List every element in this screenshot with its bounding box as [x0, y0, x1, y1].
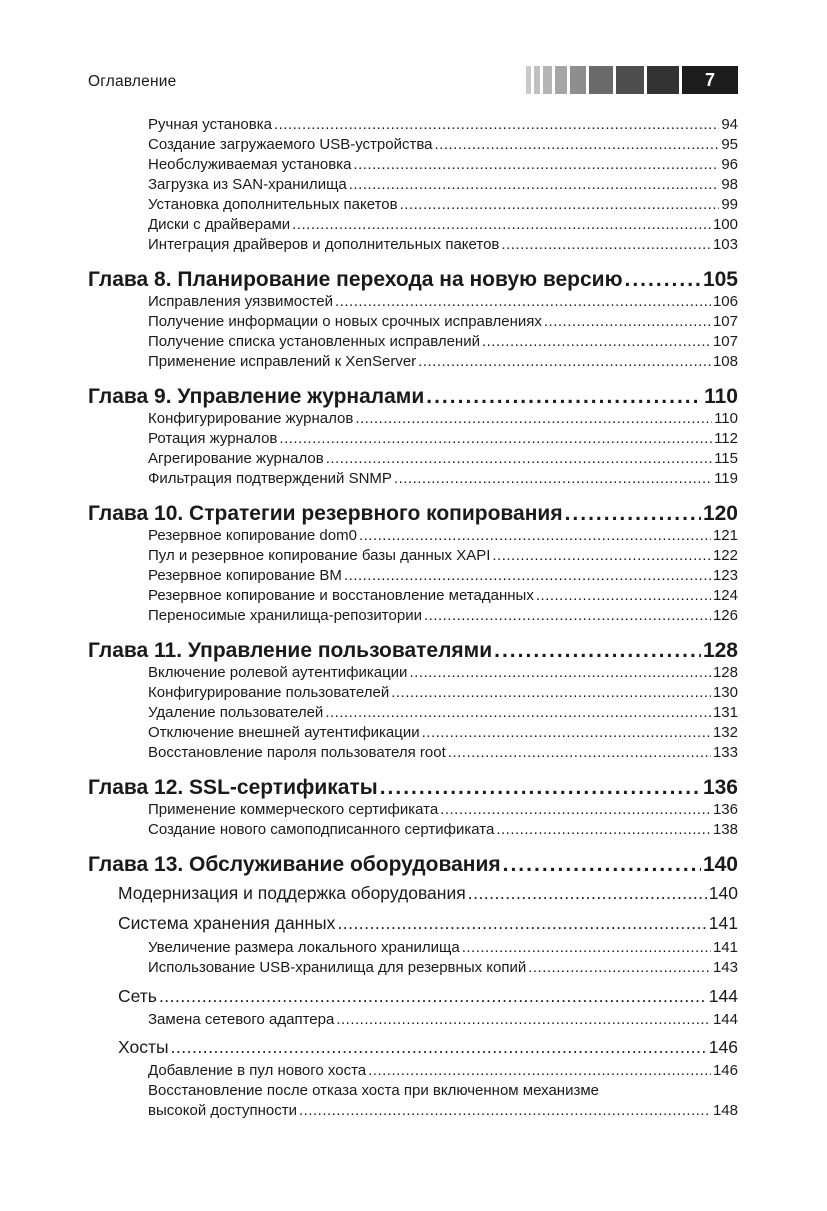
toc-entry[interactable]: Резервное копирование ВМ ..... 123: [148, 567, 738, 587]
toc-entry[interactable]: Резервное копирование и восстановление метаданных ..... 124: [148, 587, 738, 607]
toc-entry[interactable]: Ручная установка ..... 94: [148, 116, 738, 136]
toc-entry[interactable]: Восстановление пароля пользователя root ..... 133: [148, 744, 738, 764]
toc-entry[interactable]: Агрегирование журналов ..... 115: [148, 450, 738, 470]
toc-entry[interactable]: Включение ролевой аутентификации ..... 128: [148, 664, 738, 684]
toc-section[interactable]: Модернизация и поддержка оборудования ..... 140: [118, 883, 738, 907]
toc-chapter-13[interactable]: Глава 13. Обслуживание оборудования ..... 140: [88, 853, 738, 879]
toc-section[interactable]: Хосты ..... 146: [118, 1037, 738, 1061]
toc-entry[interactable]: Исправления уязвимостей ..... 106: [148, 293, 738, 313]
toc-entry[interactable]: Получение информации о новых срочных исправлениях ..... 107: [148, 313, 738, 333]
toc-entry[interactable]: Интеграция драйверов и дополнительных пакетов ..... 103: [148, 236, 738, 256]
toc-entry[interactable]: Создание загружаемого USB-устройства ..... 95: [148, 136, 738, 156]
toc-entry[interactable]: Применение исправлений к XenServer ..... 108: [148, 353, 738, 373]
page-number: 7: [682, 66, 738, 94]
toc-entry[interactable]: Удаление пользователей ..... 131: [148, 704, 738, 724]
toc-section[interactable]: Сеть ..... 144: [118, 986, 738, 1010]
running-header: [88, 66, 738, 94]
toc-entry[interactable]: Необслуживаемая установка ..... 96: [148, 156, 738, 176]
toc-entry[interactable]: Загрузка из SAN-хранилища ..... 98: [148, 176, 738, 196]
toc-entry[interactable]: Увеличение размера локального хранилища ..... 141: [148, 939, 738, 959]
toc-chapter-10[interactable]: Глава 10. Стратегии резервного копирования ..... 120: [88, 502, 738, 528]
toc-chapter-8[interactable]: Глава 8. Планирование перехода на новую версию ..... 105: [88, 268, 738, 294]
toc-entry-line-1[interactable]: Восстановление после отказа хоста при включенном механизме: [148, 1082, 599, 1099]
toc-entry[interactable]: Применение коммерческого сертификата ..... 136: [148, 801, 738, 821]
toc-entry[interactable]: Конфигурирование пользователей ..... 130: [148, 684, 738, 704]
toc-entry[interactable]: Пул и резервное копирование базы данных XAPI ..... 122: [148, 547, 738, 567]
toc-entry[interactable]: Резервное копирование dom0 ..... 121: [148, 527, 738, 547]
toc-entry[interactable]: Отключение внешней аутентификации ..... 132: [148, 724, 738, 744]
toc-chapter-11[interactable]: Глава 11. Управление пользователями ..... 128: [88, 639, 738, 665]
toc-entry[interactable]: Замена сетевого адаптера ..... 144: [148, 1011, 738, 1031]
toc-entry-line-2[interactable]: высокой доступности ..... 148: [148, 1102, 738, 1122]
toc-section[interactable]: Система хранения данных ..... 141: [118, 913, 738, 937]
header-title: Оглавление: [88, 73, 177, 90]
toc-entry[interactable]: Создание нового самоподписанного сертификата ..... 138: [148, 821, 738, 841]
toc-entry[interactable]: Переносимые хранилища-репозитории ..... 126: [148, 607, 738, 627]
toc-entry[interactable]: Использование USB-хранилища для резервных копий ..... 143: [148, 959, 738, 979]
toc-entry[interactable]: Диски с драйверами ..... 100: [148, 216, 738, 236]
toc-entry[interactable]: Установка дополнительных пакетов ..... 99: [148, 196, 738, 216]
header-decoration-bar: [526, 66, 738, 94]
toc-entry[interactable]: Получение списка установленных исправлений ..... 107: [148, 333, 738, 353]
toc-entry[interactable]: Добавление в пул нового хоста ..... 146: [148, 1062, 738, 1082]
toc-chapter-12[interactable]: Глава 12. SSL-сертификаты ..... 136: [88, 776, 738, 802]
toc-entry[interactable]: Конфигурирование журналов ..... 110: [148, 410, 738, 430]
toc-entry[interactable]: Фильтрация подтверждений SNMP ..... 119: [148, 470, 738, 490]
toc-chapter-9[interactable]: Глава 9. Управление журналами ..... 110: [88, 385, 738, 411]
toc-entry[interactable]: Ротация журналов ..... 112: [148, 430, 738, 450]
